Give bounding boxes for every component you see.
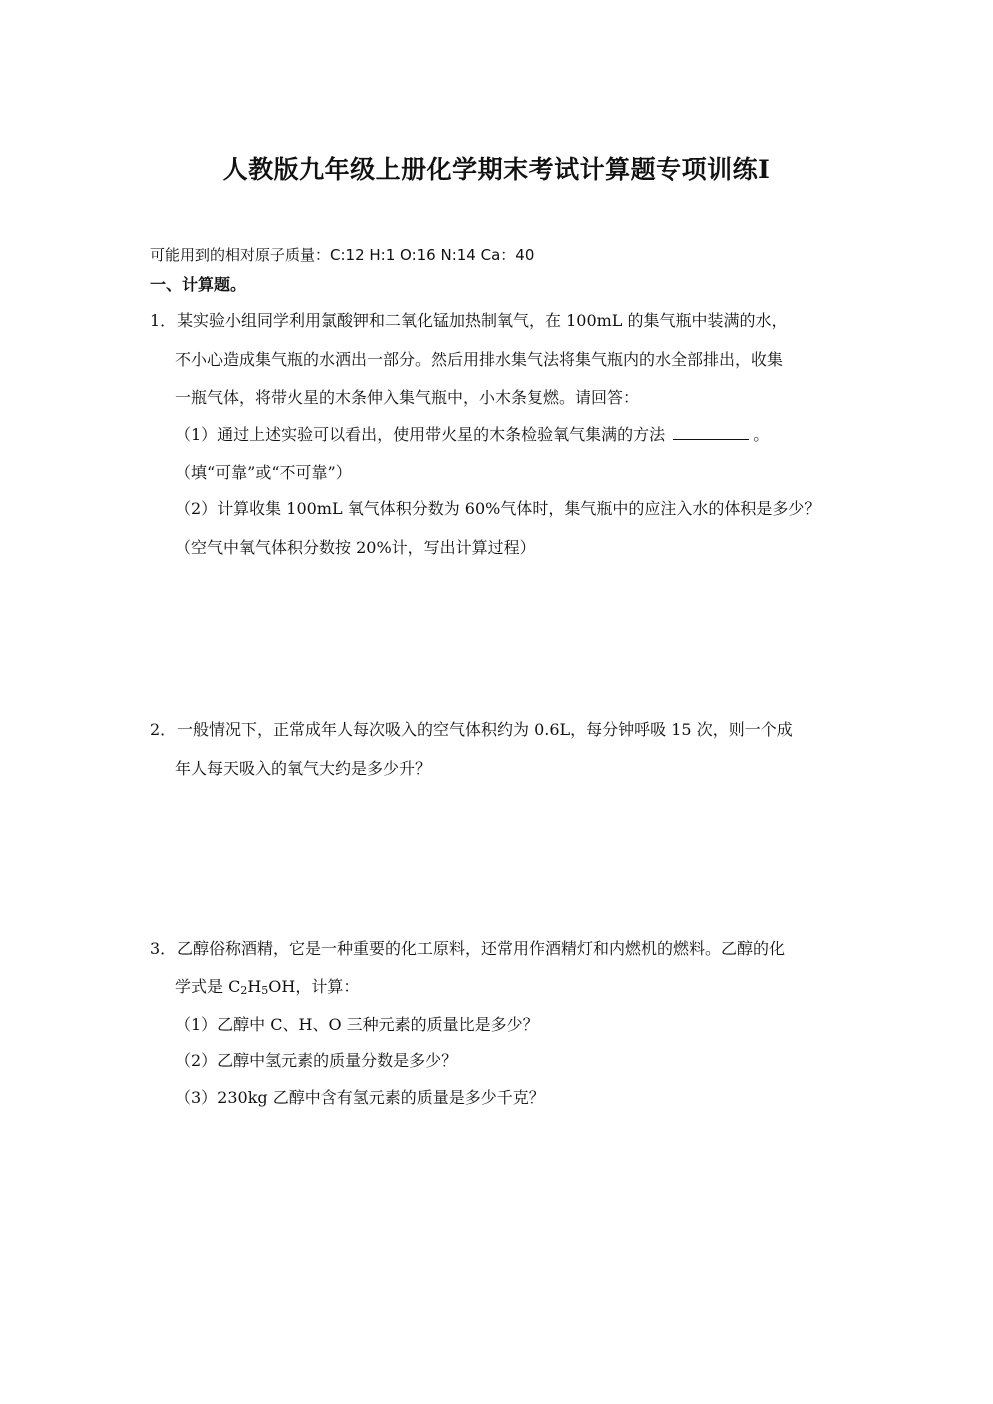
formula-prefix: 学式是 C	[175, 977, 241, 996]
question-3-sub-1: （1）乙醇中 C、H、O 三种元素的质量比是多少？	[175, 1015, 539, 1034]
atomic-masses-note: 可能用到的相对原子质量：C:12 H:1 O:16 N:14 Ca：40	[150, 246, 535, 264]
question-1-sub-1	[175, 422, 769, 445]
question-1-sub-2-line-2: （空气中氧气体积分数按 20%计，写出计算过程）	[175, 538, 536, 557]
question-3-sub-3: （3）230kg 乙醇中含有氢元素的质量是多少千克？	[175, 1088, 545, 1107]
document-title: 人教版九年级上册化学期末考试计算题专项训练Ⅰ	[222, 155, 771, 184]
question-3-line-1	[150, 936, 785, 959]
question-3-line-2	[175, 974, 359, 997]
question-1-text: 某实验小组同学利用氯酸钾和二氧化锰加热制氧气，在 100mL 的集气瓶中装满的水，	[177, 311, 788, 330]
question-1-line-1	[150, 308, 788, 331]
formula-subscript-hydrogen: 5	[261, 984, 269, 997]
question-1-sub-1-text: （1）通过上述实验可以看出，使用带火星的木条检验氧气集满的方法	[175, 425, 666, 444]
answer-blank[interactable]	[673, 425, 749, 440]
question-2-text: 一般情况下，正常成年人每次吸入的空气体积约为 0.6L，每分钟呼吸 15 次，则一个成	[177, 720, 793, 739]
question-2-line-1	[150, 717, 793, 740]
question-1-line-2: 不小心造成集气瓶的水洒出一部分。然后用排水集气法将集气瓶内的水全部排出，收集	[175, 350, 784, 369]
formula-subscript-carbon: 2	[240, 984, 248, 997]
question-1-sub-1-end: 。	[753, 425, 770, 444]
question-3-number: 3．	[150, 939, 177, 958]
question-3-sub-2: （2）乙醇中氢元素的质量分数是多少？	[175, 1051, 458, 1070]
question-1-sub-1-hint: （填“可靠”或“不可靠”）	[175, 463, 352, 482]
question-1-number: 1．	[150, 311, 177, 330]
question-3-text: 乙醇俗称酒精，它是一种重要的化工原料，还常用作酒精灯和内燃机的燃料。乙醇的化	[177, 939, 786, 958]
question-1-line-3: 一瓶气体，将带火星的木条伸入集气瓶中，小木条复燃。请回答：	[175, 388, 640, 407]
question-1-sub-2-line-1: （2）计算收集 100mL 氧气体积分数为 60%气体时，集气瓶中的应注入水的体积是多少？	[175, 499, 821, 518]
question-2-line-2: 年人每天吸入的氧气大约是多少升？	[175, 759, 432, 778]
question-2-number: 2．	[150, 720, 177, 739]
section-heading: 一、计算题。	[150, 275, 247, 294]
formula-suffix: OH，计算：	[268, 977, 360, 996]
formula-hydrogen: H	[247, 977, 262, 996]
